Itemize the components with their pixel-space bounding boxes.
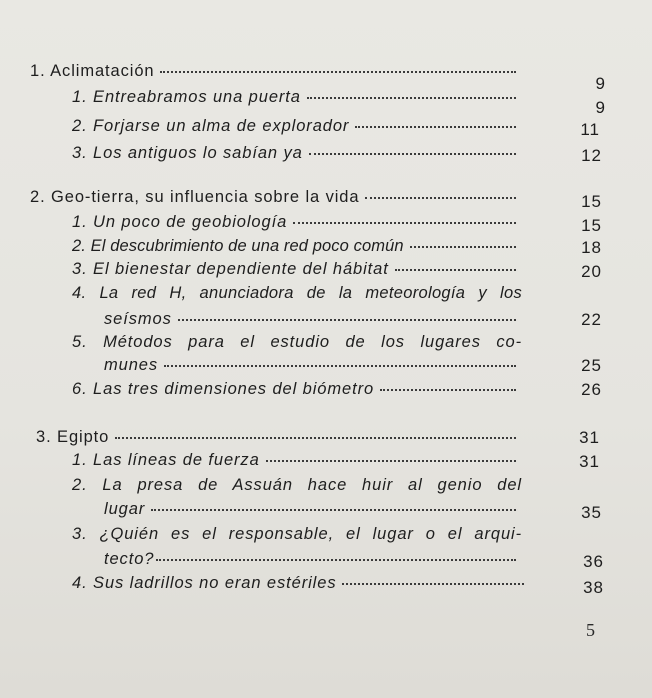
page-ref: 20 [581,262,602,281]
chapter-title: 1. Aclimatación [30,62,155,80]
leader-dots [342,583,524,585]
list-item [72,380,522,399]
page-ref: 26 [581,380,602,399]
list-item-line-1: 4. La red H, anunciadora de la meteorología y los [72,284,522,302]
leader-dots [293,222,516,224]
entry-title: 2. Forjarse un alma de explorador [72,117,350,135]
page-ref: 35 [581,503,602,522]
list-item-line-1: 3. ¿Quién es el responsable, el lugar o el arqui- [72,525,522,543]
leader-dots [380,389,516,391]
leader-dots [307,97,516,99]
entry-title-continuation: tecto? [104,550,155,568]
page-ref: 25 [581,356,602,375]
leader-dots [115,437,516,439]
leader-dots [156,559,516,561]
entry-title: 4. Sus ladrillos no eran estériles [72,574,337,592]
page-number: 5 [586,620,595,640]
chapter-2-entry [30,188,522,207]
list-item-line-1: 2. La presa de Assuán hace huir al genio del [72,476,522,494]
chapter-3-entry [36,428,522,447]
chapter-title: 3. Egipto [36,428,110,446]
page-ref: 31 [579,428,600,447]
leader-dots [410,246,516,248]
chapter-1-entry [30,62,522,81]
entry-title: 1. Un poco de geobiología [72,213,288,231]
leader-dots [164,365,516,367]
leader-dots [266,460,516,462]
page-ref: 15 [581,192,602,211]
list-item [104,310,522,329]
entry-title: 3. El bienestar dependiente del hábitat [72,260,389,278]
entry-title: 6. Las tres dimensiones del biómetro [72,380,375,398]
leader-dots [355,126,516,128]
leader-dots [151,509,516,511]
list-item [72,117,522,136]
list-item [72,213,522,232]
page-ref: 36 [583,552,604,571]
page-ref: 18 [581,238,602,257]
leader-dots [178,319,516,321]
leader-dots [365,197,516,199]
page-ref: 12 [581,146,602,165]
list-item [72,260,522,279]
list-item [72,574,530,593]
entry-title: 3. Los antiguos lo sabían ya [72,144,303,162]
page-ref: 22 [581,310,602,329]
list-item [104,356,522,375]
list-item [104,550,522,569]
entry-title: 1. Las líneas de fuerza [72,451,260,469]
entry-title-continuation: munes [104,356,159,374]
entry-title: 1. Entreabramos una puerta [72,88,301,106]
entry-title: 2. El descubrimiento de una red poco común [72,237,404,255]
leader-dots [160,71,516,73]
list-item-line-1: 5. Métodos para el estudio de los lugares co- [72,333,522,351]
list-item [72,451,522,470]
list-item [72,88,522,107]
list-item [104,500,522,519]
page-ref: 11 [580,120,600,139]
page-ref: 15 [581,216,602,235]
page-ref: 9 [595,74,606,93]
chapter-title: 2. Geo-tierra, su influencia sobre la vida [30,188,360,206]
page-ref: 9 [595,98,606,117]
entry-title-continuation: seísmos [104,310,172,328]
page-ref: 38 [583,578,604,597]
list-item [72,237,522,256]
leader-dots [309,153,516,155]
leader-dots [395,269,516,271]
list-item [72,144,522,163]
entry-title-continuation: lugar [104,500,146,518]
page-ref: 31 [579,452,600,471]
